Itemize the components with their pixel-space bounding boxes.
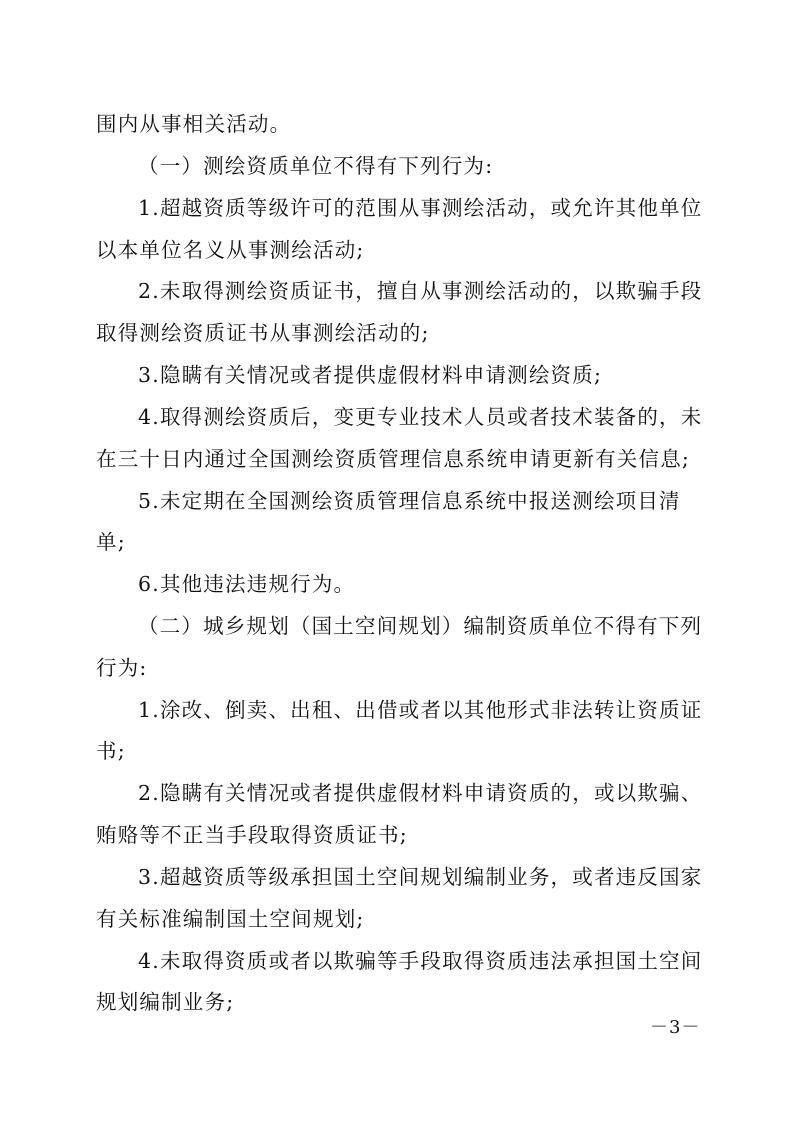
list-item-start: 6.其他违法违规行为。 — [138, 572, 356, 596]
text-line: 贿赂等不正当手段取得资质证书; — [96, 823, 408, 847]
list-item-start: 1.涂改、倒卖、出租、出借或者以其他形式非法转让资质证 — [138, 698, 703, 722]
list-item-start: 2.隐瞒有关情况或者提供虚假材料申请资质的，或以欺骗、 — [138, 781, 703, 805]
list-item-start: 1.超越资质等级许可的范围从事测绘活动，或允许其他单位 — [138, 196, 703, 220]
text-line: 书; — [96, 739, 126, 763]
text-line: 取得测绘资质证书从事测绘活动的; — [96, 321, 430, 345]
text-line: 有关标准编制国土空间规划; — [96, 907, 365, 931]
list-item-start: 4.取得测绘资质后，变更专业技术人员或者技术装备的，未 — [138, 405, 703, 429]
list-item-start: 3.隐瞒有关情况或者提供虚假材料申请测绘资质; — [138, 363, 603, 387]
text-line: 以本单位名义从事测绘活动; — [96, 238, 365, 262]
text-line: 行为: — [96, 656, 148, 680]
section-heading: （二）城乡规划（国土空间规划）编制资质单位不得有下列 — [138, 614, 703, 638]
list-item-start: 2.未取得测绘资质证书，擅自从事测绘活动的，以欺骗手段 — [138, 279, 703, 303]
list-item-start: 5.未定期在全国测绘资质管理信息系统中报送测绘项目清 — [138, 489, 681, 513]
page-number: －3－ — [650, 1017, 701, 1038]
section-heading: （一）测绘资质单位不得有下列行为: — [138, 154, 494, 178]
list-item-start: 3.超越资质等级承担国土空间规划编制业务，或者违反国家 — [138, 865, 703, 889]
text-line: 围内从事相关活动。 — [96, 112, 292, 136]
list-item-start: 4.未取得资质或者以欺骗等手段取得资质违法承担国土空间 — [138, 949, 703, 973]
text-line: 在三十日内通过全国测绘资质管理信息系统申请更新有关信息; — [96, 447, 691, 471]
text-line: 单; — [96, 530, 126, 554]
text-line: 规划编制业务; — [96, 990, 235, 1014]
